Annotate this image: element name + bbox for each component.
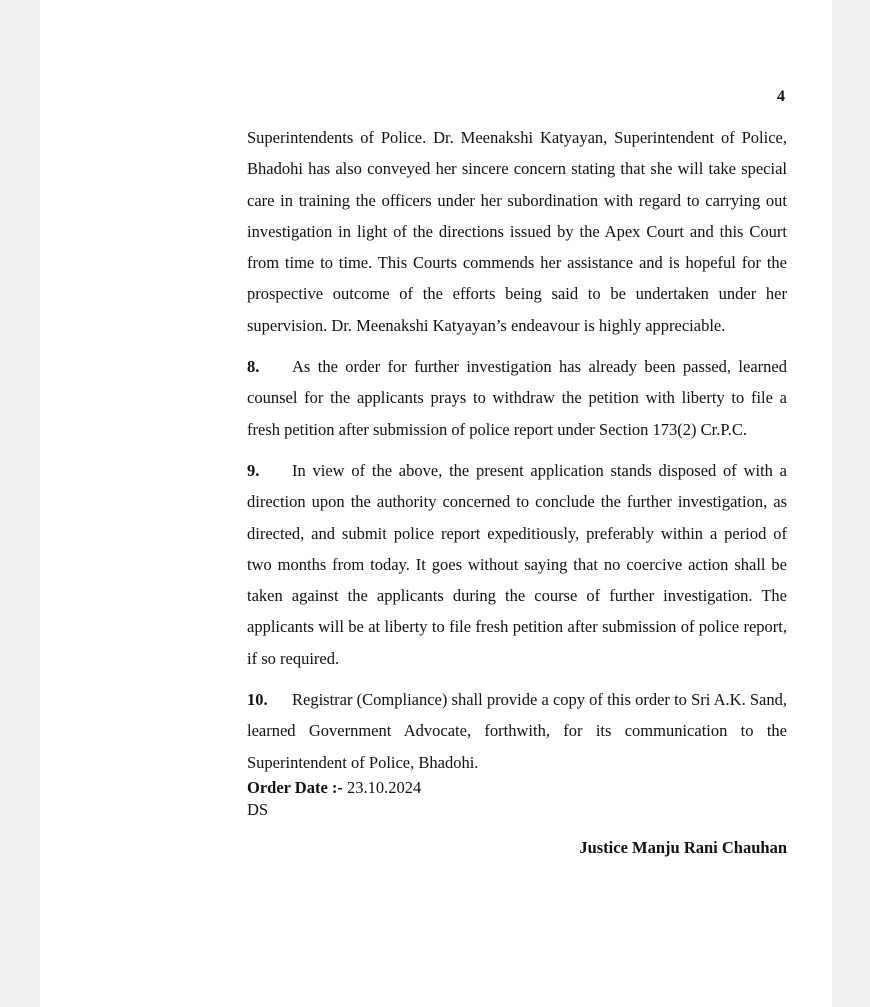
paragraph-10 <box>247 684 787 778</box>
paragraph-8 <box>247 351 787 445</box>
paragraph-text: In view of the above, the present application stands disposed of with a direction upon the authority concerned to conclude the further investigation, as directed, and submit police report expeditiously, preferably within a period of two months from today. It goes without saying that no coercive action shall be taken against the applicants during the course of further investigation. The applicants will be at liberty to file fresh petition after submission of police report, if so required. <box>247 460 787 668</box>
paragraph-9 <box>247 455 787 674</box>
document-page <box>40 0 832 1007</box>
page-number: 4 <box>777 88 785 105</box>
paragraph-number: 10. <box>247 690 268 710</box>
paragraph-text: Superintendents of Police. Dr. Meenakshi Katyayan, Superintendent of Police, Bhadohi has also conveyed her sincere concern stating that she will take special care in training the officers under her subordination with regard to carrying out investigation in light of the directions issued by the Apex Court and this Court from time to time. This Courts commends her assistance and is hopeful for the prospective outcome of the efforts being said to be undertaken under her supervision. Dr. Meenakshi Katyayan’s endeavour is highly appreciable. <box>247 128 787 335</box>
paragraph-number: 9. <box>247 460 260 480</box>
judge-signature: Justice Manju Rani Chauhan <box>579 837 787 857</box>
paragraph-text: As the order for further investigation has already been passed, learned counsel for the applicants prays to withdraw the petition with liberty to file a fresh petition after submission of police report under Section 173(2) Cr.P.C. <box>247 357 787 439</box>
order-body <box>247 122 787 859</box>
order-date <box>247 777 787 799</box>
paragraph <box>247 122 787 341</box>
order-date-label: Order Date :- <box>247 777 343 797</box>
paragraph-number: 8. <box>247 357 260 377</box>
initials: DS <box>247 799 269 819</box>
order-date-value: 23.10.2024 <box>347 777 422 797</box>
paragraph-text: Registrar (Compliance) shall provide a copy of this order to Sri A.K. Sand, learned Government Advocate, forthwith, for its communication to the Superintendent of Police, Bhadohi. <box>247 690 787 772</box>
